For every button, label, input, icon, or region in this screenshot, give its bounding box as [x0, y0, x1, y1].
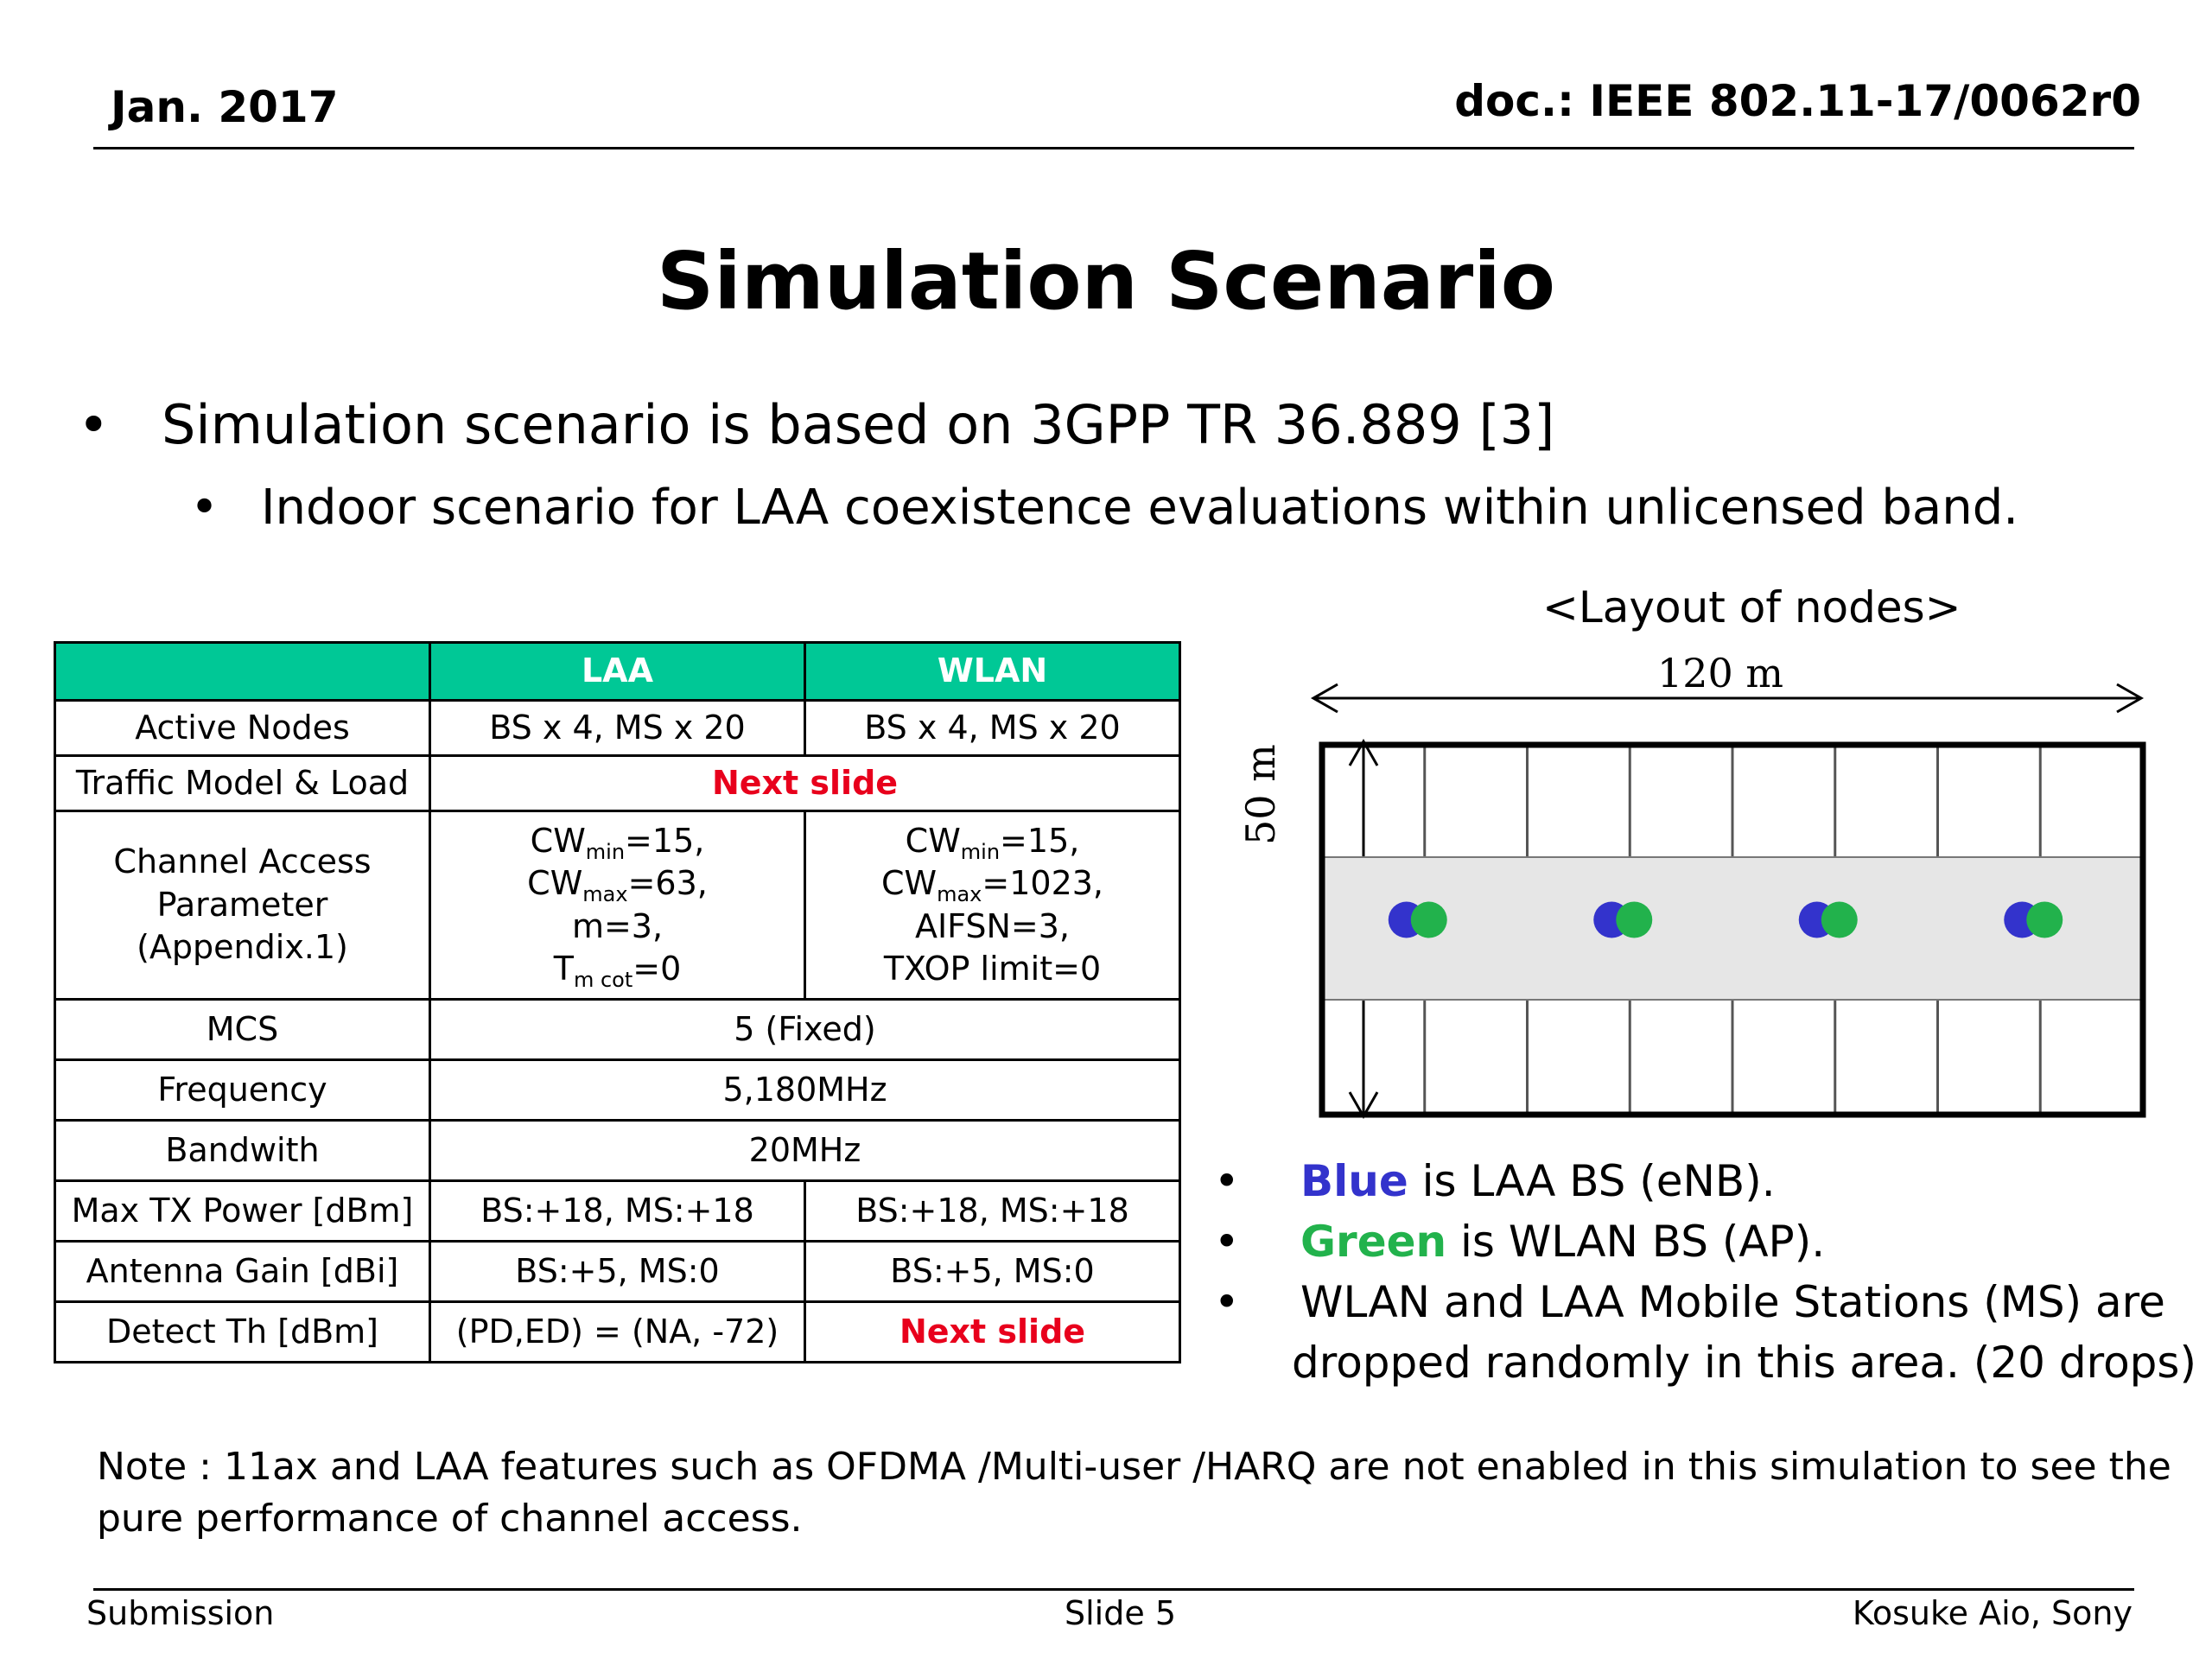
row-label: Bandwith: [55, 1121, 430, 1181]
note-line2: pure performance of channel access.: [97, 1497, 803, 1541]
bullet-dot: •: [190, 480, 219, 536]
legend-ms-line1: WLAN and LAA Mobile Stations (MS) are: [1300, 1277, 2165, 1327]
label-line: (Appendix.1): [137, 928, 348, 967]
slide-title: Simulation Scenario: [657, 235, 1555, 327]
merged-cell: 20MHz: [430, 1121, 1180, 1181]
merged-cell: 5,180MHz: [430, 1060, 1180, 1121]
cwmin-line: $CW_{min}=15$,: [905, 821, 1080, 864]
table-row: [55, 1121, 1180, 1181]
footer-rule: [93, 1588, 2134, 1591]
wlan-cell: BS:+18, MS:+18: [805, 1181, 1180, 1242]
footer-submission: Submission: [86, 1594, 275, 1632]
header-cell-blank: [55, 643, 430, 701]
height-dimension-label: 50 m: [1237, 744, 1284, 845]
merged-cell: 5 (Fixed): [430, 1000, 1180, 1060]
bullet-main-text: Simulation scenario is based on 3GPP TR 36.889 [3]: [162, 393, 1555, 456]
table-row: [55, 756, 1180, 811]
legend-blue-word: Blue: [1300, 1156, 1408, 1206]
header-cell-wlan: WLAN: [805, 643, 1180, 701]
bullet-sub-text: Indoor scenario for LAA coexistence evaluations within unlicensed band.: [261, 480, 2019, 536]
bullet-dot: •: [1214, 1277, 1240, 1327]
wlan-cell: [805, 811, 1180, 1000]
header-rule: [93, 147, 2134, 149]
row-label: MCS: [55, 1000, 430, 1060]
wlan-cell: Next slide: [805, 1302, 1180, 1363]
width-dimension-label: 120 m: [1657, 650, 1784, 696]
legend-blue-text: is LAA BS (eNB).: [1408, 1156, 1776, 1206]
cwmax-line: $CW_{max}=1023$,: [880, 864, 1104, 907]
note-line1: Note : 11ax and LAA features such as OFDMA /Multi-user /HARQ are not enabled in this simulation to see the: [97, 1445, 2171, 1489]
table-row: [55, 1181, 1180, 1242]
cwmin-line: $CW_{min}=15$,: [530, 821, 705, 864]
legend-green-text: is WLAN BS (AP).: [1446, 1217, 1826, 1267]
txop-line: TXOP limit=0: [883, 949, 1102, 988]
layout-title: <Layout of nodes>: [1542, 582, 1961, 632]
laa-cell: BS:+18, MS:+18: [430, 1181, 805, 1242]
label-line: Channel Access: [113, 842, 372, 881]
cwmax-line: $CW_{max}=63$,: [527, 864, 708, 907]
wlan-ap-marker: [1616, 902, 1652, 938]
laa-cell: (PD,ED) = (NA, -72): [430, 1302, 805, 1363]
footer-author: Kosuke Aio, Sony: [1852, 1594, 2133, 1632]
parameter-table: [54, 641, 1181, 1363]
tmcot-line: $T_{m cot}=0$: [553, 949, 682, 992]
bullet-dot: •: [1214, 1156, 1240, 1206]
table-header-row: [55, 643, 1180, 701]
header-cell-laa: LAA: [430, 643, 805, 701]
label-line: Parameter: [156, 885, 328, 924]
row-label: Frequency: [55, 1060, 430, 1121]
row-label: Traffic Model & Load: [55, 756, 430, 811]
merged-cell: Next slide: [430, 756, 1180, 811]
bullet-dot: •: [1214, 1217, 1240, 1267]
wlan-ap-marker: [1411, 902, 1447, 938]
table-row: [55, 1000, 1180, 1060]
table-row: [55, 1060, 1180, 1121]
width-arrow: [1313, 684, 2141, 712]
row-label: Detect Th [dBm]: [55, 1302, 430, 1363]
legend-green-word: Green: [1300, 1217, 1447, 1267]
m-line: m=3,: [571, 906, 664, 945]
row-label: Max TX Power [dBm]: [55, 1181, 430, 1242]
node-layout-diagram: [1296, 674, 2160, 1123]
wlan-cell: BS x 4, MS x 20: [805, 701, 1180, 756]
laa-cell: [430, 811, 805, 1000]
header-doc-id: doc.: IEEE 802.11-17/0062r0: [1454, 76, 2141, 126]
footnote: [97, 1441, 2171, 1545]
header-date: Jan. 2017: [111, 82, 339, 132]
wlan-ap-marker: [2026, 902, 2063, 938]
table-row: [55, 1302, 1180, 1363]
table-row: [55, 701, 1180, 756]
bullet-dot: •: [78, 393, 110, 456]
table-row: [55, 811, 1180, 1000]
laa-cell: BS x 4, MS x 20: [430, 701, 805, 756]
row-label: Active Nodes: [55, 701, 430, 756]
table-row: [55, 1242, 1180, 1302]
wlan-ap-marker: [1821, 902, 1858, 938]
row-label: [55, 811, 430, 1000]
legend-ms-line2: dropped randomly in this area. (20 drops): [1292, 1338, 2196, 1388]
footer-slide-number: Slide 5: [1065, 1594, 1176, 1632]
row-label: Antenna Gain [dBi]: [55, 1242, 430, 1302]
wlan-cell: BS:+5, MS:0: [805, 1242, 1180, 1302]
laa-cell: BS:+5, MS:0: [430, 1242, 805, 1302]
aifsn-line: AIFSN=3,: [914, 906, 1071, 945]
